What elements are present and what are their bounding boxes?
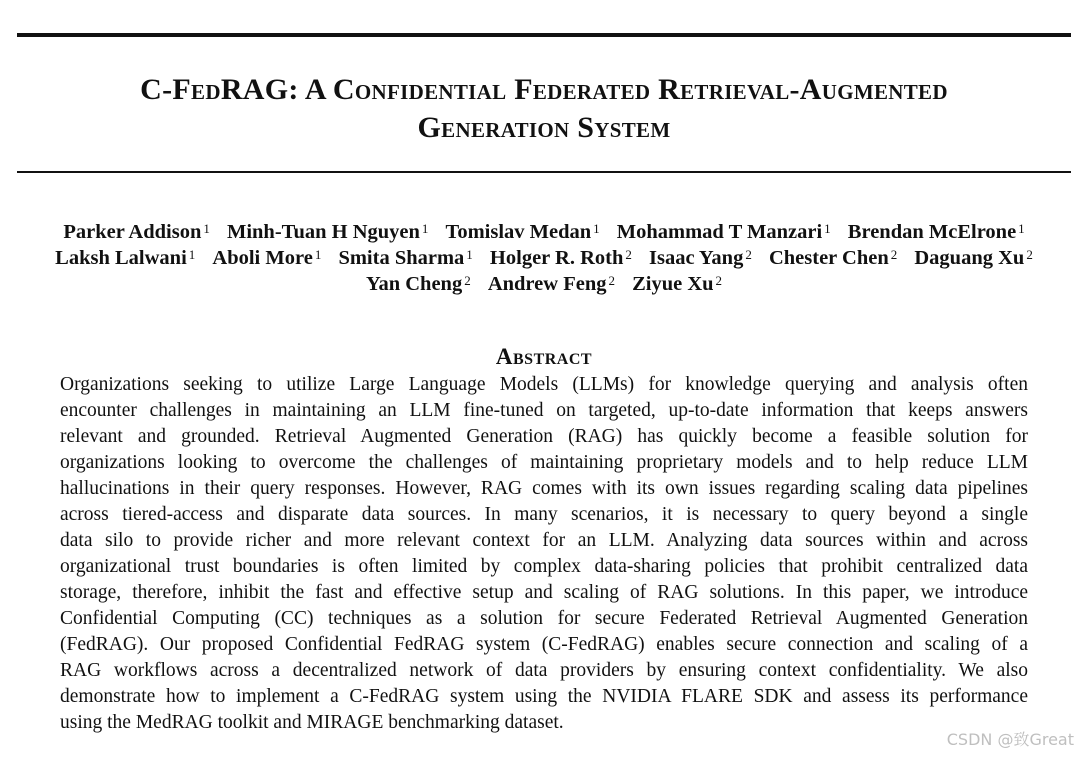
author <box>848 219 1025 245</box>
abstract-line: across tiered-access and disparate data sources. In many scenarios, it is necessary to query beyond a single <box>60 504 1028 525</box>
author-name: Brendan McElrone <box>847 221 1017 243</box>
affiliation-marker: 2 <box>608 273 615 288</box>
author <box>488 271 615 297</box>
affiliation-marker: 1 <box>203 221 210 236</box>
author-name: Smita Sharma <box>338 247 465 269</box>
affiliation-marker: 2 <box>625 247 632 262</box>
author <box>338 245 472 271</box>
author-line-1 <box>17 219 1071 245</box>
abstract-line: storage, therefore, inhibit the fast and effective setup and scaling of RAG solutions. In this paper, we introduce <box>60 582 1028 603</box>
author-name: Tomislav Medan <box>445 221 592 243</box>
title-line-1: C-FedRAG: A Confidential Federated Retrieval-Augmented <box>140 73 948 106</box>
abstract-line: using the MedRAG toolkit and MIRAGE benchmarking dataset. <box>60 712 564 733</box>
abstract-line: demonstrate how to implement a C-FedRAG system using the NVIDIA FLARE SDK and assess its performance <box>60 686 1028 707</box>
author-name: Chester Chen <box>768 247 889 269</box>
author-line-3 <box>17 271 1071 297</box>
author-name: Minh-Tuan H Nguyen <box>226 221 420 243</box>
affiliation-marker: 1 <box>1018 221 1025 236</box>
affiliation-marker: 1 <box>421 221 429 236</box>
affiliation-marker: 2 <box>745 247 752 262</box>
author-name: Yan Cheng <box>365 273 463 295</box>
author <box>366 271 471 297</box>
abstract-line: Organizations seeking to utilize Large Language Models (LLMs) for knowledge querying and analysis often <box>60 374 1028 395</box>
title-bottom-rule <box>17 171 1071 173</box>
author <box>227 219 428 245</box>
abstract-line: RAG workflows across a decentralized network of data providers by ensuring context confidentiality. We also <box>60 660 1028 681</box>
author-name: Ziyue Xu <box>632 273 714 295</box>
abstract-heading: Abstract <box>495 344 593 369</box>
watermark: CSDN @致Great <box>946 730 1074 749</box>
abstract-line: hallucinations in their query responses. However, RAG comes with its own issues regarding scaling data pipelines <box>60 478 1028 499</box>
affiliation-marker: 1 <box>314 247 322 262</box>
author-line-2 <box>17 245 1071 271</box>
abstract-line: encounter challenges in maintaining an LLM fine-tuned on targeted, up-to-date information that keeps answers <box>60 400 1028 421</box>
author <box>490 245 632 271</box>
author <box>446 219 600 245</box>
author <box>632 271 722 297</box>
top-rule <box>17 33 1071 37</box>
author <box>63 219 210 245</box>
author-name: Andrew Feng <box>487 273 607 295</box>
affiliation-marker: 2 <box>464 273 471 288</box>
author-name: Parker Addison <box>63 221 202 243</box>
affiliation-marker: 1 <box>593 221 600 236</box>
affiliation-marker: 1 <box>188 247 196 262</box>
author-list <box>17 219 1071 297</box>
author <box>769 245 897 271</box>
affiliation-marker: 2 <box>1026 247 1033 262</box>
affiliation-marker: 1 <box>824 221 831 236</box>
author-name: Daguang Xu <box>914 247 1025 269</box>
paper-title <box>17 71 1071 147</box>
author-name: Holger R. Roth <box>489 247 624 269</box>
abstract-line: data silo to provide richer and more relevant context for an LLM. Analyzing data sources within and across <box>60 530 1028 551</box>
author-name: Mohammad T Manzari <box>616 221 823 243</box>
author <box>617 219 831 245</box>
author <box>649 245 752 271</box>
abstract-body <box>60 372 1028 736</box>
title-line-2: Generation System <box>417 111 671 144</box>
author-name: Aboli More <box>212 247 313 269</box>
author-name: Laksh Lalwani <box>55 247 187 269</box>
abstract-line: Confidential Computing (CC) techniques as a solution for secure Federated Retrieval Augmented Generation <box>60 608 1028 629</box>
abstract-line: organizational trust boundaries is often limited by complex data-sharing policies that prohibit centralized data <box>60 556 1028 577</box>
affiliation-marker: 1 <box>466 247 473 262</box>
affiliation-marker: 2 <box>715 273 723 288</box>
author <box>55 245 195 271</box>
author-name: Isaac Yang <box>648 247 744 269</box>
abstract-line: (FedRAG). Our proposed Confidential FedRAG system (C-FedRAG) enables secure connection and scaling of a <box>60 634 1028 655</box>
abstract-line: relevant and grounded. Retrieval Augmented Generation (RAG) has quickly become a feasible solution for <box>60 426 1028 447</box>
author <box>212 245 321 271</box>
affiliation-marker: 2 <box>890 247 898 262</box>
abstract-line: organizations looking to overcome the challenges of maintaining proprietary models and to help reduce LLM <box>60 452 1028 473</box>
author <box>914 245 1032 271</box>
